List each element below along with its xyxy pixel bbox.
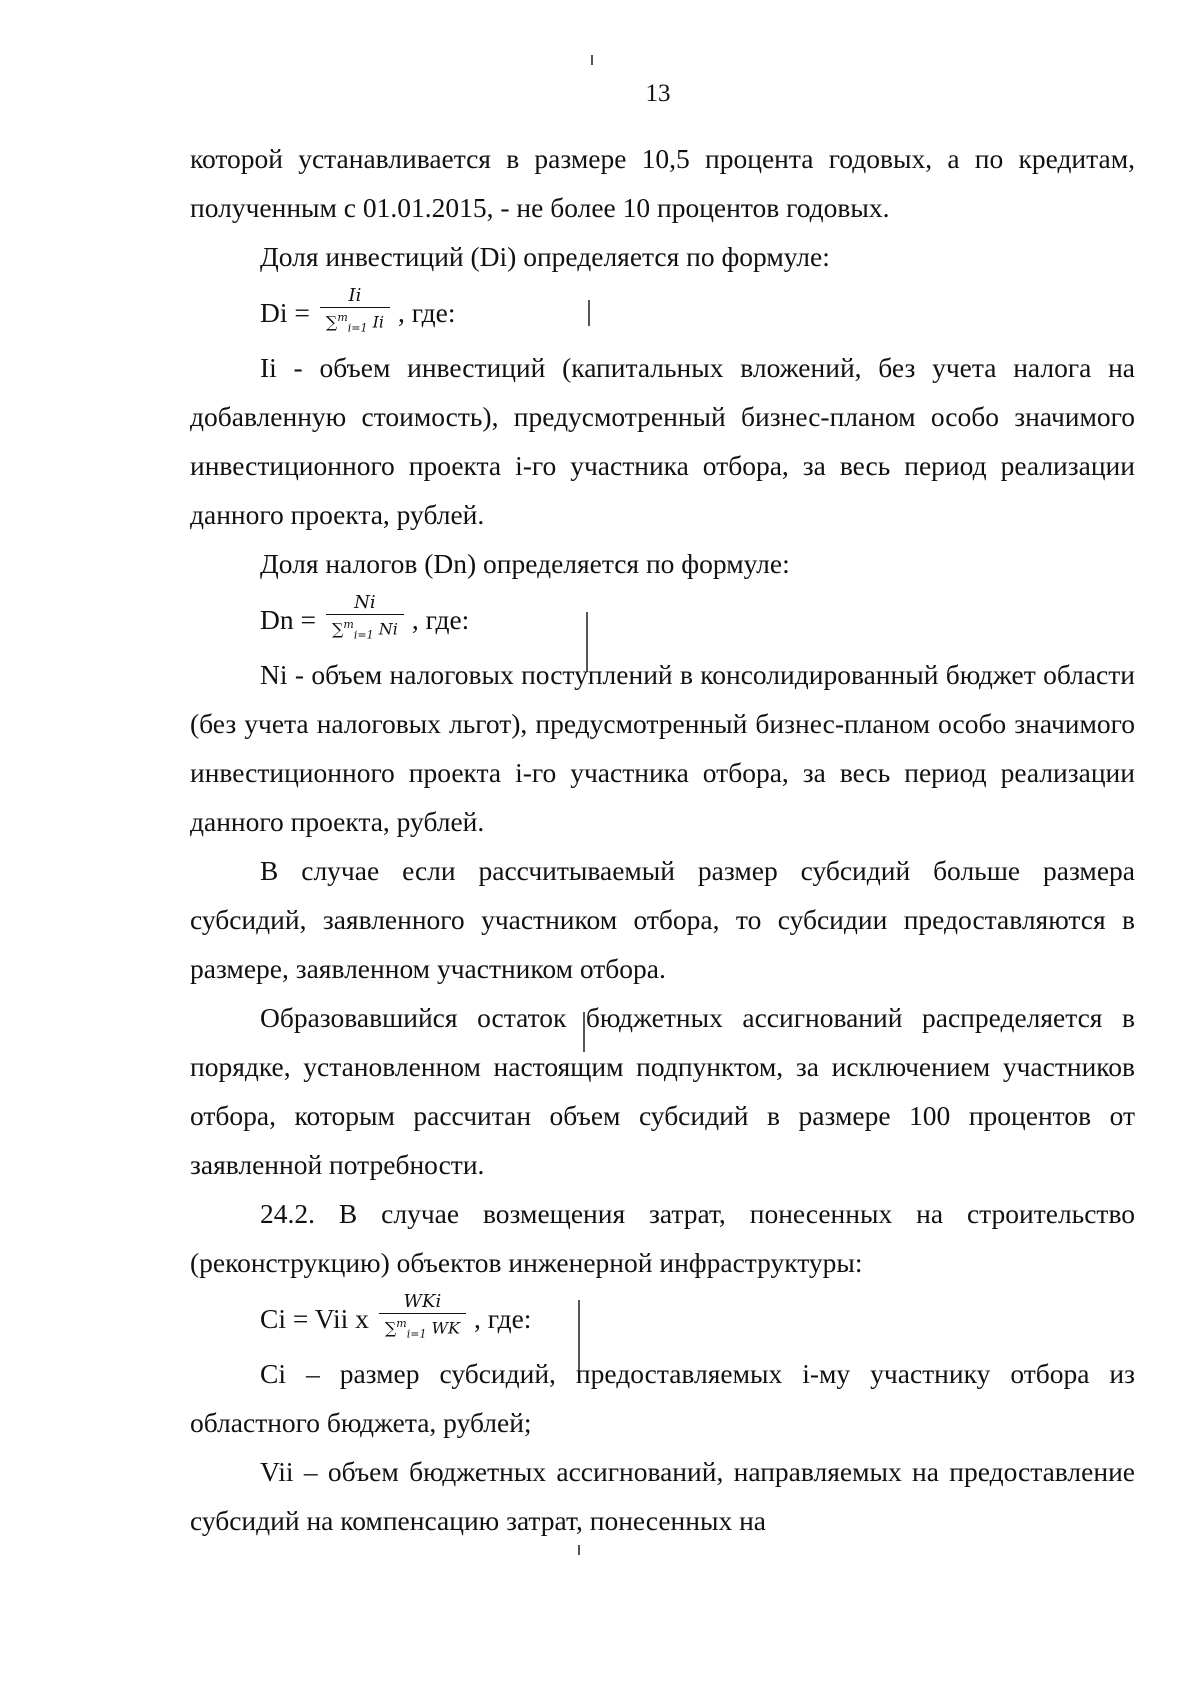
sum-symbol: ∑: [325, 312, 338, 332]
sum-lower: i=1: [353, 628, 374, 642]
sum-symbol: ∑: [332, 619, 344, 639]
formula-ci: [190, 1287, 1135, 1349]
fraction-numerator: Ii: [348, 285, 362, 307]
sum-upper: m: [396, 1317, 407, 1331]
formula-lhs: Dn =: [260, 603, 316, 635]
fraction-numerator: WKi: [403, 1291, 442, 1313]
fraction: [326, 592, 404, 646]
sum-lower: i=1: [406, 1327, 427, 1341]
paragraph: В случае если рассчитываемый размер субсидий больше размера субсидий, заявленного участником отбора, то субсидии предоставляются в размере, заявленном участником отбора.: [190, 855, 1135, 984]
paragraph: Образовавшийся остаток бюджетных ассигнований распределяется в порядке, установленном настоящим подпунктом, за исключением участников отбора, которым рассчитан объем субсидий в размере 100 процентов от заявленной потребности.: [190, 1002, 1135, 1180]
sum-variable: Ni: [378, 619, 398, 639]
fraction-numerator: Ni: [354, 592, 376, 614]
paragraph: которой устанавливается в размере 10,5 процента годовых, а по кредитам, полученным с 01.01.2015, - не более 10 процентов годовых.: [190, 143, 1135, 223]
document-body: [190, 134, 1135, 1545]
scan-mark-bottom: [578, 1545, 580, 1555]
paragraph: Доля налогов (Dn) определяется по формуле:: [260, 548, 790, 579]
sum-variable: Ii: [372, 312, 385, 332]
page-number: 13: [645, 80, 671, 107]
scan-mark-top: [591, 55, 593, 65]
fraction-denominator: [320, 307, 390, 339]
sum-variable: WK: [431, 1318, 460, 1338]
formula-lhs: Ci = Vii x: [260, 1302, 369, 1334]
paragraph: Ci – размер субсидий, предоставляемых i-му участнику отбора из областного бюджета, рублей;: [190, 1358, 1135, 1438]
formula-di: [190, 281, 1135, 343]
paragraph: Vii – объем бюджетных ассигнований, направляемых на предоставление субсидий на компенсацию затрат, понесенных на: [190, 1456, 1135, 1536]
formula-suffix: , где:: [398, 296, 456, 328]
formula-lhs: Di =: [260, 296, 310, 328]
fraction: [320, 285, 390, 339]
sum-upper: m: [337, 311, 348, 325]
fraction-denominator: [326, 614, 404, 646]
paragraph: Ii - объем инвестиций (капитальных вложений, без учета налога на добавленную стоимость), предусмотренный бизнес-планом особо значимого инвестиционного проекта i-го участника отбора, за весь период реализации данного проекта, рублей.: [190, 352, 1135, 530]
formula-suffix: , где:: [411, 603, 470, 635]
paragraph: Доля инвестиций (Di) определяется по формуле:: [260, 241, 830, 272]
fraction: [379, 1291, 466, 1345]
sum-symbol: ∑: [384, 1318, 397, 1338]
fraction-denominator: [379, 1313, 466, 1345]
sum-upper: m: [343, 618, 354, 632]
formula-dn: [190, 588, 1135, 650]
formula-suffix: , где:: [473, 1302, 532, 1334]
paragraph: Ni - объем налоговых поступлений в консолидированный бюджет области (без учета налоговых льгот), предусмотренный бизнес-планом особо значимого инвестиционного проекта i-го участника отбора, за весь период реализации данного проекта, рублей.: [190, 659, 1135, 837]
paragraph: 24.2. В случае возмещения затрат, понесенных на строительство (реконструкцию) объектов инженерной инфраструктуры:: [190, 1198, 1135, 1278]
sum-lower: i=1: [347, 321, 368, 335]
